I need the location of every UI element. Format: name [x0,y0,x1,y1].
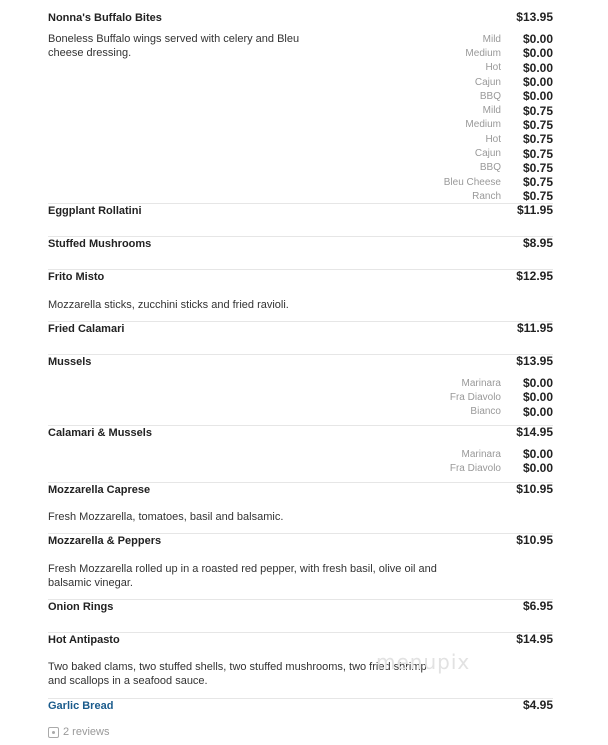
item-price: $13.95 [516,354,553,368]
option-label: Hot [485,133,501,145]
option-price: $0.00 [522,32,553,47]
option-label: Fra Diavolo [449,462,501,474]
item-price: $10.95 [516,533,553,547]
review-icon [48,727,59,738]
menu-item-garlic-bread [48,698,553,745]
option-price: $0.00 [522,60,553,75]
option-price: $0.00 [522,376,553,391]
option-label: Ranch [472,190,501,202]
option-label: Marinara [461,377,501,389]
menu-item-nonna-s-buffalo-bites [48,10,553,204]
option-label: Cajun [474,148,501,160]
option-price: $0.00 [522,46,553,61]
option-row [444,46,553,60]
option-price: $0.75 [522,175,553,190]
menu-item-mozzarella-caprese [48,482,553,534]
option-row [444,75,553,89]
item-options [450,376,553,419]
option-row [450,461,553,475]
option-price: $0.75 [522,103,553,118]
item-name: Fried Calamari [48,323,125,335]
option-price: $0.75 [522,189,553,204]
item-options [444,32,553,204]
option-price: $0.75 [522,117,553,132]
item-options [450,447,553,476]
item-description: Mozzarella sticks, zucchini sticks and fried ravioli. [48,299,289,311]
menu-item-frito-misto [48,269,553,322]
watermark: menupix [376,650,471,674]
option-row [450,405,553,419]
option-row [444,161,553,175]
item-price: $10.95 [516,482,553,496]
item-name: Mozzarella Caprese [48,484,151,496]
item-price: $4.95 [522,698,553,712]
option-label: Mild [482,105,501,117]
menu-item-fried-calamari [48,321,553,355]
item-price: $14.95 [516,632,553,646]
option-price: $0.00 [522,404,553,419]
item-description: Two baked clams, two stuffed shells, two stuffed mushrooms, two fried shrimp and scallops in a seafood sauce. [48,661,427,687]
item-description: Fresh Mozzarella rolled up in a roasted red pepper, with fresh basil, olive oil and balsamic vinegar. [48,563,437,589]
menu-item-mussels [48,354,553,426]
option-label: Bleu Cheese [443,176,501,188]
option-price: $0.00 [522,461,553,476]
option-row [444,89,553,103]
item-name: Mozzarella & Peppers [48,535,162,547]
menu-item-onion-rings [48,599,553,633]
item-price: $14.95 [516,425,553,439]
option-row [450,390,553,404]
option-label: BBQ [479,162,501,174]
option-label: Mild [482,33,501,45]
item-name: Mussels [48,356,92,368]
option-row [450,447,553,461]
option-row [444,132,553,146]
reviews-count: 2 reviews [63,726,110,738]
item-price: $11.95 [516,203,553,217]
menu-item-stuffed-mushrooms [48,236,553,270]
option-price: $0.00 [522,89,553,104]
item-name: Hot Antipasto [48,634,120,646]
option-price: $0.00 [522,75,553,90]
reviews-link[interactable] [48,726,109,738]
item-price: $6.95 [522,599,553,613]
option-price: $0.75 [522,132,553,147]
item-name: Frito Misto [48,271,105,283]
option-label: Hot [485,62,501,74]
menu-item-mozzarella-and-peppers [48,533,553,600]
menu-item-hot-antipasto [48,632,553,699]
item-name: Eggplant Rollatini [48,205,142,217]
option-price: $0.00 [522,447,553,462]
item-price: $13.95 [516,10,553,24]
option-price: $0.75 [522,160,553,175]
option-row [444,103,553,117]
option-row [444,61,553,75]
option-price: $0.00 [522,390,553,405]
item-name: Calamari & Mussels [48,427,152,439]
item-description: Fresh Mozzarella, tomatoes, basil and balsamic. [48,511,284,523]
menu-item-eggplant-rollatini [48,203,553,237]
option-row [444,32,553,46]
option-label: Fra Diavolo [449,391,501,403]
option-label: BBQ [479,90,501,102]
item-name: Stuffed Mushrooms [48,238,152,250]
option-row [444,189,553,203]
menu-item-calamari-and-mussels [48,425,553,483]
item-price: $8.95 [522,236,553,250]
item-name: Nonna's Buffalo Bites [48,12,162,24]
item-price: $11.95 [516,321,553,335]
item-name: Onion Rings [48,601,114,613]
item-name[interactable]: Garlic Bread [48,700,114,712]
option-row [444,175,553,189]
item-price: $12.95 [516,269,553,283]
option-label: Medium [465,119,501,131]
option-label: Medium [465,47,501,59]
option-row [444,118,553,132]
item-description: Boneless Buffalo wings served with celery and Bleu cheese dressing. [48,33,300,59]
option-label: Cajun [474,76,501,88]
option-label: Marinara [461,448,501,460]
option-row [444,146,553,160]
option-row [450,376,553,390]
option-label: Bianco [470,406,501,418]
option-price: $0.75 [522,146,553,161]
